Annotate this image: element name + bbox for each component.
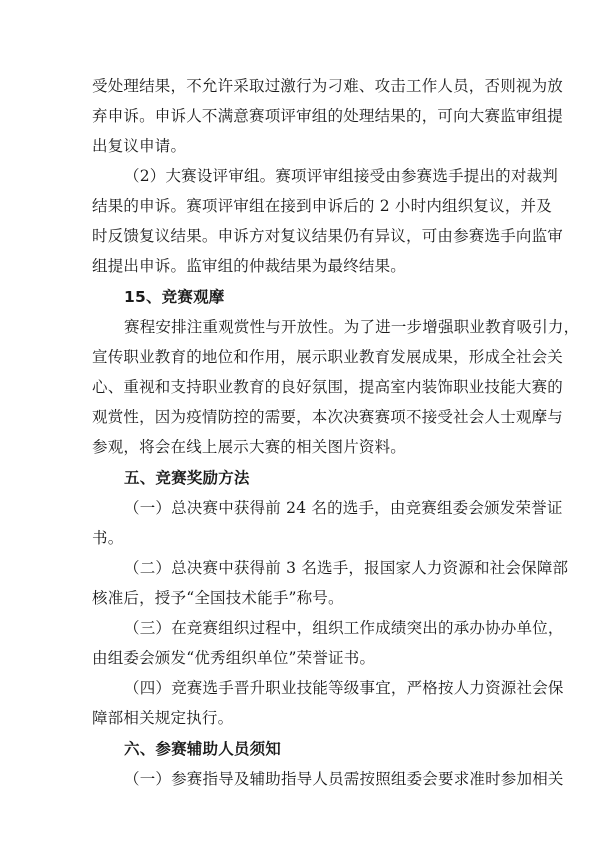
paragraph-line: （2）大赛设评审组。赛项评审组接受由参赛选手提出的对裁判 bbox=[124, 167, 558, 185]
paragraph-line: （三）在竞赛组织过程中，组织工作成绩突出的承办协办单位， bbox=[124, 619, 564, 637]
paragraph-line: 核准后，授予“全国技术能手”称号。 bbox=[92, 589, 344, 607]
paragraph-line: 由组委会颁发“优秀组织单位”荣誉证书。 bbox=[92, 649, 376, 667]
paragraph-line: 组提出申诉。监审组的仲裁结果为最终结果。 bbox=[92, 257, 407, 275]
paragraph-line: 赛程安排注重观赏性与开放性。为了进一步增强职业教育吸引力， bbox=[124, 318, 580, 336]
paragraph-line: 障部相关规定执行。 bbox=[92, 709, 234, 727]
paragraph-line: 观赏性，因为疫情防控的需要，本次决赛赛项不接受社会人士观摩与 bbox=[92, 408, 564, 426]
paragraph-line: 时反馈复议结果。申诉方对复议结果仍有异议，可由参赛选手向监审 bbox=[92, 227, 564, 245]
paragraph-line: （一）总决赛中获得前 24 名的选手，由竞赛组委会颁发荣誉证 bbox=[124, 499, 563, 517]
paragraph-line: 结果的申诉。赛项评审组在接到申诉后的 2 小时内组织复议，并及 bbox=[92, 197, 552, 215]
paragraph-line: 受处理结果，不允许采取过激行为刁难、攻击工作人员，否则视为放 bbox=[92, 77, 564, 95]
paragraph-line: （二）总决赛中获得前 3 名选手，报国家人力资源和社会保障部 bbox=[124, 559, 569, 577]
paragraph-line: 书。 bbox=[92, 529, 124, 547]
section-heading: 15、竞赛观摩 bbox=[124, 288, 225, 306]
paragraph-line: 宣传职业教育的地位和作用，展示职业教育发展成果，形成全社会关 bbox=[92, 348, 564, 366]
paragraph-line: 弃申诉。申诉人不满意赛项评审组的处理结果的，可向大赛监审组提 bbox=[92, 107, 564, 125]
section-heading: 五、竞赛奖励方法 bbox=[124, 469, 250, 487]
paragraph-line: 参观，将会在线上展示大赛的相关图片资料。 bbox=[92, 438, 407, 456]
paragraph-line: 出复议申请。 bbox=[92, 137, 187, 155]
paragraph-line: 心、重视和支持职业教育的良好氛围，提高室内装饰职业技能大赛的 bbox=[92, 378, 564, 396]
paragraph-line: （一）参赛指导及辅助指导人员需按照组委会要求准时参加相关 bbox=[124, 770, 564, 788]
section-heading: 六、参赛辅助人员须知 bbox=[124, 740, 282, 758]
paragraph-line: （四）竞赛选手晋升职业技能等级事宜，严格按人力资源社会保 bbox=[124, 679, 564, 697]
